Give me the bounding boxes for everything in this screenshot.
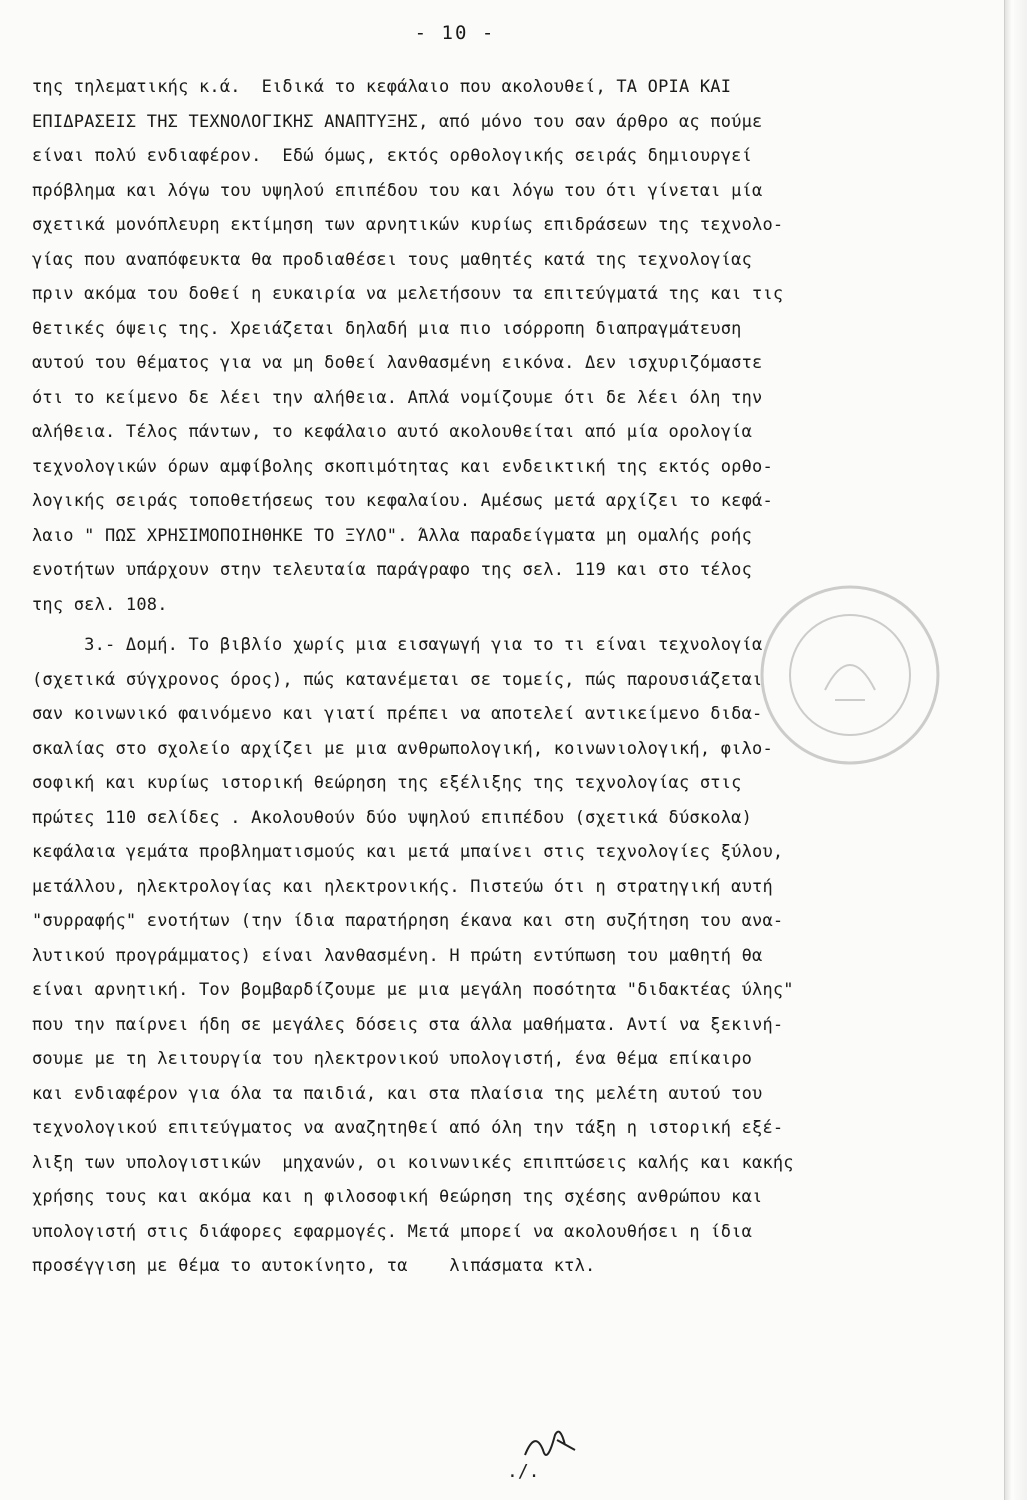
text-line: μετάλλου, ηλεκτρολογίας και ηλεκτρονικής. Πιστεύω ότι η στρατηγική αυτή: [32, 876, 773, 897]
text-line: και ενδιαφέρον για όλα τα παιδιά, και στα πλαίσια της μελέτη αυτού του: [32, 1083, 763, 1104]
text-line: είναι πολύ ενδιαφέρον. Εδώ όμως, εκτός ορθολογικής σειράς δημιουργεί: [32, 146, 753, 166]
text-line: προσέγγιση με θέμα το αυτοκίνητο, τα λιπάσματα κτλ.: [32, 1256, 596, 1276]
text-line: είναι αρνητική. Τον βομβαρδίζουμε με μια μεγάλη ποσότητα "διδακτέας ύλης": [32, 980, 794, 1000]
text-line: της σελ. 108.: [32, 594, 168, 615]
text-line: πρώτες 110 σελίδες . Ακολουθούν δύο υψηλού επιπέδου (σχετικά δύσκολα): [32, 807, 753, 828]
section-heading-line: 3.- Δομή. Το βιβλίο χωρίς μια εισαγωγή για το τι είναι τεχνολογία: [32, 635, 763, 655]
text-line: σαν κοινωνικό φαινόμενο και γιατί πρέπει να αποτελεί αντικείμενο διδα-: [32, 704, 763, 724]
text-line: σουμε με τη λειτουργία του ηλεκτρονικού υπολογιστή, ένα θέμα επίκαιρο: [32, 1049, 753, 1069]
page-number: - 10 -: [414, 22, 496, 44]
text-line: τεχνολογικού επιτεύγματος να αναζητηθεί από όλη την τάξη η ιστορική εξέ-: [32, 1118, 784, 1138]
text-line: λογικής σειράς τοποθετήσεως του κεφαλαίου. Αμέσως μετά αρχίζει το κεφά-: [32, 491, 773, 511]
text-line: ενοτήτων υπάρχουν στην τελευταία παράγραφο της σελ. 119 και στο τέλος: [32, 560, 753, 580]
text-line: ΕΠΙΔΡΑΣΕΙΣ ΤΗΣ ΤΕΧΝΟΛΟΓΙΚΗΣ ΑΝΑΠΤΥΞΗΣ, από μόνο του σαν άρθρο ας πούμε: [32, 111, 763, 132]
text-line: χρήσης τους και ακόμα και η φιλοσοφική θεώρηση της σχέσης ανθρώπου και: [32, 1187, 763, 1207]
stamp-seal-icon: [755, 580, 945, 770]
signature-mark-icon: [505, 1425, 585, 1485]
signature-text: ./.: [507, 1461, 540, 1482]
text-line: (σχετικά σύγχρονος όρος), πώς κατανέμεται σε τομείς, πώς παρουσιάζεται: [32, 669, 763, 690]
page-edge: [1004, 0, 1027, 1500]
text-line: της τηλεματικής κ.ά. Ειδικά το κεφάλαιο που ακολουθεί, ΤΑ ΟΡΙΑ ΚΑΙ: [32, 77, 732, 97]
text-line: τεχνολογικών όρων αμφίβολης σκοπιμότητας και ενδεικτική της εκτός ορθο-: [32, 456, 773, 477]
text-line: κεφάλαια γεμάτα προβληματισμούς και μετά μπαίνει στις τεχνολογίες ξύλου,: [32, 842, 784, 862]
text-line: πριν ακόμα του δοθεί η ευκαιρία να μελετήσουν τα επιτεύγματά της και τις: [32, 284, 784, 304]
text-line: σκαλίας στο σχολείο αρχίζει με μια ανθρωπολογική, κοινωνιολογική, φιλο-: [32, 738, 773, 759]
text-line: αυτού του θέματος για να μη δοθεί λανθασμένη εικόνα. Δεν ισχυριζόμαστε: [32, 353, 763, 373]
text-line: γίας που αναπόφευκτα θα προδιαθέσει τους μαθητές κατά της τεχνολογίας: [32, 249, 753, 270]
text-line: σχετικά μονόπλευρη εκτίμηση των αρνητικών κυρίως επιδράσεων της τεχνολο-: [32, 215, 784, 235]
text-line: λυτικού προγράμματος) είναι λανθασμένη. Η πρώτη εντύπωση του μαθητή θα: [32, 945, 763, 966]
text-line: αλήθεια. Τέλος πάντων, το κεφάλαιο αυτό ακολουθείται από μία ορολογία: [32, 422, 753, 442]
text-line: λιξη των υπολογιστικών μηχανών, οι κοινωνικές επιπτώσεις καλής και κακής: [32, 1152, 794, 1173]
text-line: πρόβλημα και λόγω του υψηλού επιπέδου του και λόγω του ότι γίνεται μία: [32, 180, 763, 201]
text-line: "συρραφής" ενοτήτων (την ίδια παρατήρηση έκανα και στη συζήτηση του ανα-: [32, 911, 784, 931]
text-line: θετικές όψεις της. Χρειάζεται δηλαδή μια πιο ισόρροπη διαπραγμάτευση: [32, 318, 742, 339]
text-line: λαιο " ΠΩΣ ΧΡΗΣΙΜΟΠΟΙΗΘΗΚΕ ΤΟ ΞΥΛΟ". Άλλα παραδείγματα μη ομαλής ροής: [32, 525, 753, 546]
text-line: που την παίρνει ήδη σε μεγάλες δόσεις στα άλλα μαθήματα. Αντί να ξεκινή-: [32, 1014, 784, 1035]
text-line: σοφική και κυρίως ιστορική θεώρηση της εξέλιξης της τεχνολογίας στις: [32, 773, 742, 793]
text-line: υπολογιστή στις διάφορες εφαρμογές. Μετά μπορεί να ακολουθήσει η ίδια: [32, 1221, 753, 1242]
text-line: ότι το κείμενο δε λέει την αλήθεια. Απλά νομίζουμε ότι δε λέει όλη την: [32, 387, 763, 408]
